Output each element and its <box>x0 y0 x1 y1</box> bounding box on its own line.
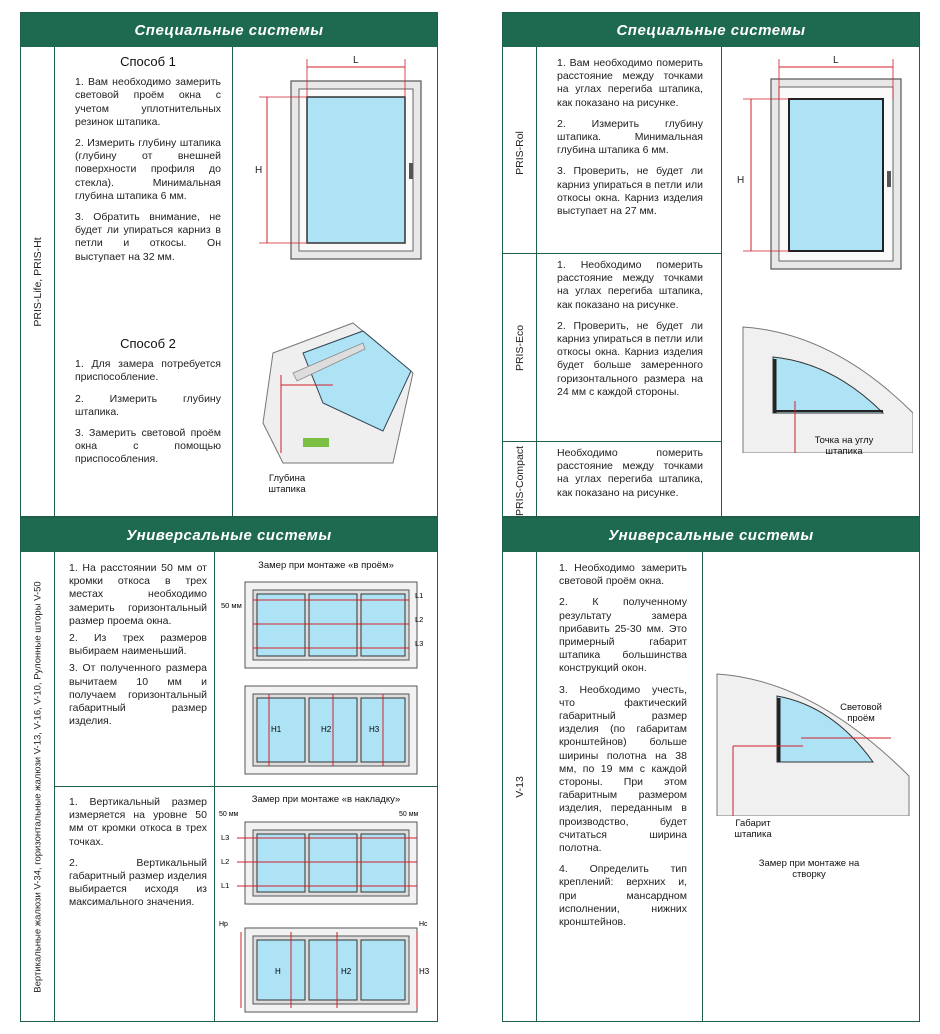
label-l3: L3 <box>221 833 230 842</box>
label-l: L <box>353 55 359 66</box>
step: 1. Вертикальный размер измеряется на уровне 50 мм от кромки откоса в трех точках. <box>69 796 207 848</box>
label-l2: L2 <box>221 857 230 866</box>
side-label: Вертикальные жалюзи V-34, горизонтальные жалюзи V-13, V-16, V-10, Рулонные шторы V-50 <box>32 581 43 993</box>
step: Необходимо померить расстояние между точками на углах перегиба штапика, как показано на рисунке. <box>557 447 703 499</box>
step: 1. Вам необходимо замерить световой проём окна с учетом уплотнительных резинок штапика. <box>75 76 221 128</box>
corner-mount-diagram <box>713 666 913 816</box>
step: 3. Обратить внимание, не будет ли упираться карниз в петли и откосы. Он выступает на 32 мм. <box>75 211 221 263</box>
side-label: PRIS-Life, PRIS-Ht <box>31 237 44 327</box>
step: 4. Определить тип креплений: верхних и, при мансардном исполнении, нижних кронштейнов. <box>559 863 687 929</box>
step: 3. Необходимо учесть, что фактический габаритный размер изделия (по габаритам кронштейнов) больше ширины полотна на 38 мм, по 19 мм с каждой стороны. При этом габаритным размером изделия, переданным в производство, будет считаться ширина полотна. <box>559 683 687 855</box>
label-h3: H3 <box>419 967 430 976</box>
step: 2. К полученному результату замера прибавить 25-30 мм. Это примерный габарит штапика большинства конструкций окон. <box>559 596 687 675</box>
method2-block <box>75 337 221 475</box>
method1-block <box>75 55 221 272</box>
section-label-compact: PRIS-Compact <box>514 445 526 517</box>
label-l1: L1 <box>415 591 424 600</box>
overlay-diagram <box>217 808 433 1018</box>
block2-text <box>69 796 207 918</box>
corner-diagram <box>733 313 913 453</box>
label-h2: H2 <box>341 967 352 976</box>
step: 2. Измерить глубину штапика. <box>75 392 221 418</box>
label-l: L <box>833 55 839 66</box>
in-opening-diagram <box>217 574 433 780</box>
window-diagram <box>725 53 915 283</box>
step: 1. Для замера потребуется приспособление. <box>75 358 221 384</box>
side-label-cell <box>21 552 55 1022</box>
step: 2. Вертикальный габаритный размер изделия выбирается исходя из максимального значения. <box>69 856 207 909</box>
block1-text <box>69 562 207 736</box>
step: 2. Измерить глубину штапика. Минимальная глубина штапика 6 мм. <box>557 117 703 157</box>
label-l2: L2 <box>415 615 424 624</box>
light-opening-caption: Световой проём <box>840 702 882 724</box>
label-h3: H3 <box>369 725 380 734</box>
bead-caption: Габарит штапика <box>734 818 772 840</box>
label-offset-right: 50 мм <box>399 811 419 818</box>
step: 3. Проверить, не будет ли карниз упираться в петли или откосы окна. Карниз изделия выступает на 27 мм. <box>557 165 703 218</box>
section-label-rol: PRIS-Rol <box>514 131 526 175</box>
divider <box>503 441 722 442</box>
step: 2. Проверить, не будет ли карниз упираться в петли или откосы окна. Карниз изделия будет больше замеренного горизонтального размера на 24 мм с каждой стороны. <box>557 319 703 398</box>
label-h1: H1 <box>271 725 282 734</box>
side-label-cell <box>503 552 537 1022</box>
step: 1. Необходимо замерить световой проём окна. <box>559 562 687 588</box>
panel-header: Специальные системы <box>21 13 437 47</box>
label-h2: H2 <box>321 725 332 734</box>
panel-header: Универсальные системы <box>503 518 919 552</box>
divider <box>55 786 438 787</box>
diagram1-title: Замер при монтаже «в проём» <box>258 560 394 571</box>
method1-title: Способ 1 <box>120 54 176 69</box>
compact-block <box>557 447 703 508</box>
mount-caption: Замер при монтаже на створку <box>758 858 860 880</box>
panel-top-left <box>20 12 438 517</box>
rol-block <box>557 57 703 226</box>
v13-text <box>559 562 687 937</box>
label-h: H <box>255 165 263 176</box>
label-l1: L1 <box>221 881 230 890</box>
step: 2. Измерить глубину штапика (глубину от внешней поверхности профиля до стекла). Минимальная глубина штапика 6 мм. <box>75 137 221 202</box>
panel-top-right <box>502 12 920 517</box>
step: 2. Из трех размеров выбираем наименьший. <box>69 632 207 658</box>
side-label-cell <box>21 47 55 517</box>
divider <box>503 253 722 254</box>
panel-bottom-left <box>20 517 438 1022</box>
eco-block <box>557 259 703 407</box>
label-hp: Нр <box>219 921 228 928</box>
label-h: H <box>275 967 281 976</box>
corner-caption: Точка на углу штапика <box>814 435 874 457</box>
profile-diagram <box>243 313 433 483</box>
label-l3: L3 <box>415 639 424 648</box>
step: 1. Необходимо померить расстояние между точками на углах перегиба штапика, как показано на рисунке. <box>557 259 703 311</box>
label-h: H <box>737 175 745 186</box>
step: 3. Замерить световой проём окна с помощью приспособления. <box>75 427 221 466</box>
step: 1. На расстоянии 50 мм от кромки откоса в трех местах необходимо замерить горизонтальный размер проема окна. <box>69 562 207 627</box>
method2-title: Способ 2 <box>120 336 176 351</box>
profile-caption: Глубина штапика <box>268 473 306 495</box>
label-offset: 50 мм <box>221 601 242 610</box>
panel-header: Универсальные системы <box>21 518 437 552</box>
label-offset-left: 50 мм <box>219 811 239 818</box>
window-diagram <box>241 53 431 283</box>
side-label: V-13 <box>513 776 526 798</box>
label-hc: Нс <box>419 921 428 928</box>
step: 3. От полученного размера вычитаем 10 мм и получаем горизонтальный габаритный размер изделия. <box>69 662 207 728</box>
step: 1. Вам необходимо померить расстояние между точками на углах перегиба штапика, как показано на рисунке. <box>557 57 703 109</box>
panel-header: Специальные системы <box>503 13 919 47</box>
panel-bottom-right <box>502 517 920 1022</box>
diagram2-title: Замер при монтаже «в накладку» <box>251 794 401 805</box>
section-label-eco: PRIS-Eco <box>514 324 526 372</box>
